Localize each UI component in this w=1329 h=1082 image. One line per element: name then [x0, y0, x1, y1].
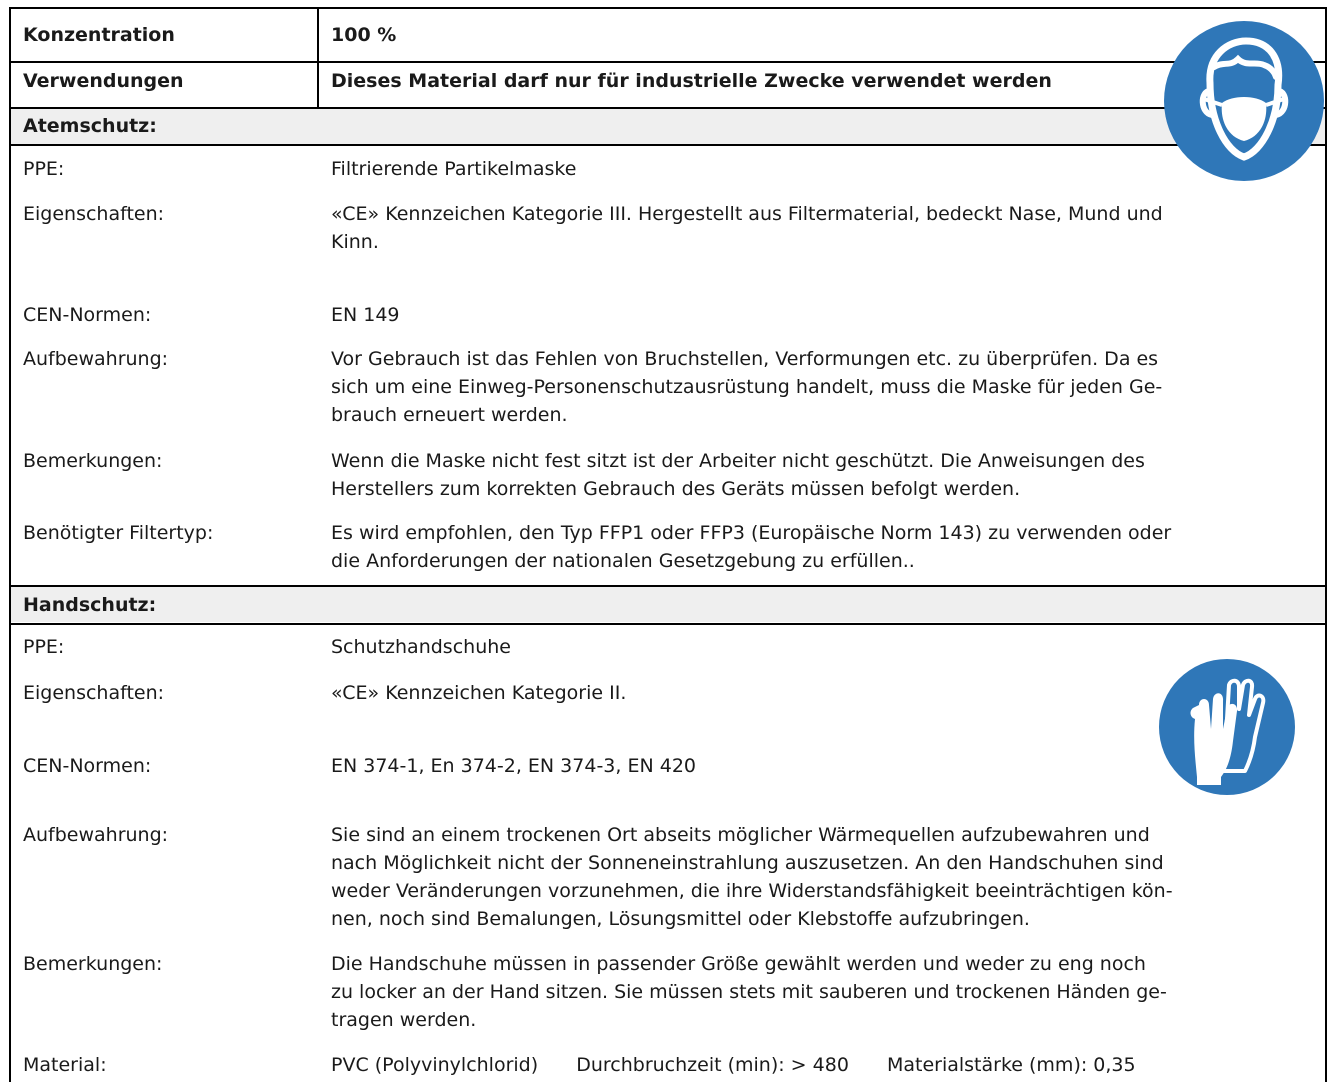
atemschutz-title: Atemschutz:: [23, 115, 157, 137]
rule-handschutz-top: [11, 585, 1325, 587]
hand-cen-label: CEN-Normen:: [23, 755, 152, 777]
ppe-sheet: [9, 7, 1327, 1082]
atem-bemerkungen-label: Bemerkungen:: [23, 450, 163, 472]
rule-handschutz-bottom: [11, 623, 1325, 625]
hand-material-label: Material:: [23, 1054, 107, 1076]
hand-ppe-value: Schutzhandschuhe: [331, 636, 511, 658]
atem-eigenschaften-value: «CE» Kennzeichen Kategorie III. Hergestellt aus Filtermaterial, bedeckt Nase, Mund und Kinn.: [331, 203, 1163, 253]
atem-cen-label: CEN-Normen:: [23, 304, 152, 326]
hand-eigenschaften-label: Eigenschaften:: [23, 682, 165, 704]
atem-ppe-value: Filtrierende Partikelmaske: [331, 158, 577, 180]
atem-eigenschaften-label: Eigenschaften:: [23, 203, 165, 225]
hand-aufbewahrung-value: Sie sind an einem trockenen Ort abseits möglicher Wärmequellen aufzubewahren und nach Möglichkeit nicht der Sonneneinstrahlung auszusetzen. An den Handschuhen sind weder Veränderungen vorzunehmen, die ihre Widerstandsfähigkeit beeinträchtigen kön- nen, noch sind Bemalungen, Lösungsmittel oder Klebstoffe aufzubringen.: [331, 824, 1173, 930]
rule-top: [11, 7, 1325, 9]
material-staerke: Materialstärke (mm): 0,35: [886, 1054, 1136, 1076]
konzentration-label: Konzentration: [23, 24, 175, 46]
atem-aufbewahrung-value: Vor Gebrauch ist das Fehlen von Bruchstellen, Verformungen etc. zu überprüfen. Da es sich um eine Einweg-Personenschutzausrüstung handelt, muss die Maske für jeden Ge- brauch erneuert werden.: [331, 348, 1163, 426]
atem-filtertyp-label: Benötigter Filtertyp:: [23, 522, 214, 544]
rule-header-1: [11, 61, 1325, 63]
material-durchbruchzeit: Durchbruchzeit (min): > 480: [576, 1054, 849, 1076]
hand-bemerkungen-value: Die Handschuhe müssen in passender Größe gewählt werden und weder zu eng noch zu locker an der Hand sitzen. Sie müssen stets mit sauberen und trockenen Händen ge- tragen werden.: [331, 953, 1167, 1031]
konzentration-value: 100 %: [331, 24, 397, 46]
hand-ppe-label: PPE:: [23, 636, 65, 658]
atem-aufbewahrung-label: Aufbewahrung:: [23, 348, 169, 370]
verwendungen-value: Dieses Material darf nur für industrielle Zwecke verwendet werden: [331, 70, 1052, 92]
atem-filtertyp-value: Es wird empfohlen, den Typ FFP1 oder FFP3 (Europäische Norm 143) zu verwenden oder die Anforderungen der nationalen Gesetzgebung zu erfüllen..: [331, 522, 1172, 572]
atem-ppe-label: PPE:: [23, 158, 65, 180]
atem-bemerkungen-value: Wenn die Maske nicht fest sitzt ist der Arbeiter nicht geschützt. Die Anweisungen des Herstellers zum korrekten Gebrauch des Geräts müssen befolgt werden.: [331, 450, 1145, 500]
material-name: PVC (Polyvinylchlorid): [331, 1054, 539, 1076]
hand-cen-value: EN 374-1, En 374-2, EN 374-3, EN 420: [331, 755, 696, 777]
verwendungen-label: Verwendungen: [23, 70, 184, 92]
handschutz-title: Handschutz:: [23, 594, 157, 616]
respirator-mask-icon: [1164, 21, 1324, 181]
hand-bemerkungen-label: Bemerkungen:: [23, 953, 163, 975]
gloves-icon: [1159, 659, 1295, 795]
hand-eigenschaften-value: «CE» Kennzeichen Kategorie II.: [331, 682, 627, 704]
header-column-divider: [317, 7, 319, 109]
handschutz-header-band: [11, 587, 1325, 622]
hand-aufbewahrung-label: Aufbewahrung:: [23, 824, 169, 846]
hand-material-value: [331, 1051, 1306, 1079]
rule-atemschutz-top: [11, 107, 1325, 109]
rule-atemschutz-bottom: [11, 144, 1325, 146]
atemschutz-header-band: [11, 109, 1325, 144]
atem-cen-value: EN 149: [331, 304, 400, 326]
